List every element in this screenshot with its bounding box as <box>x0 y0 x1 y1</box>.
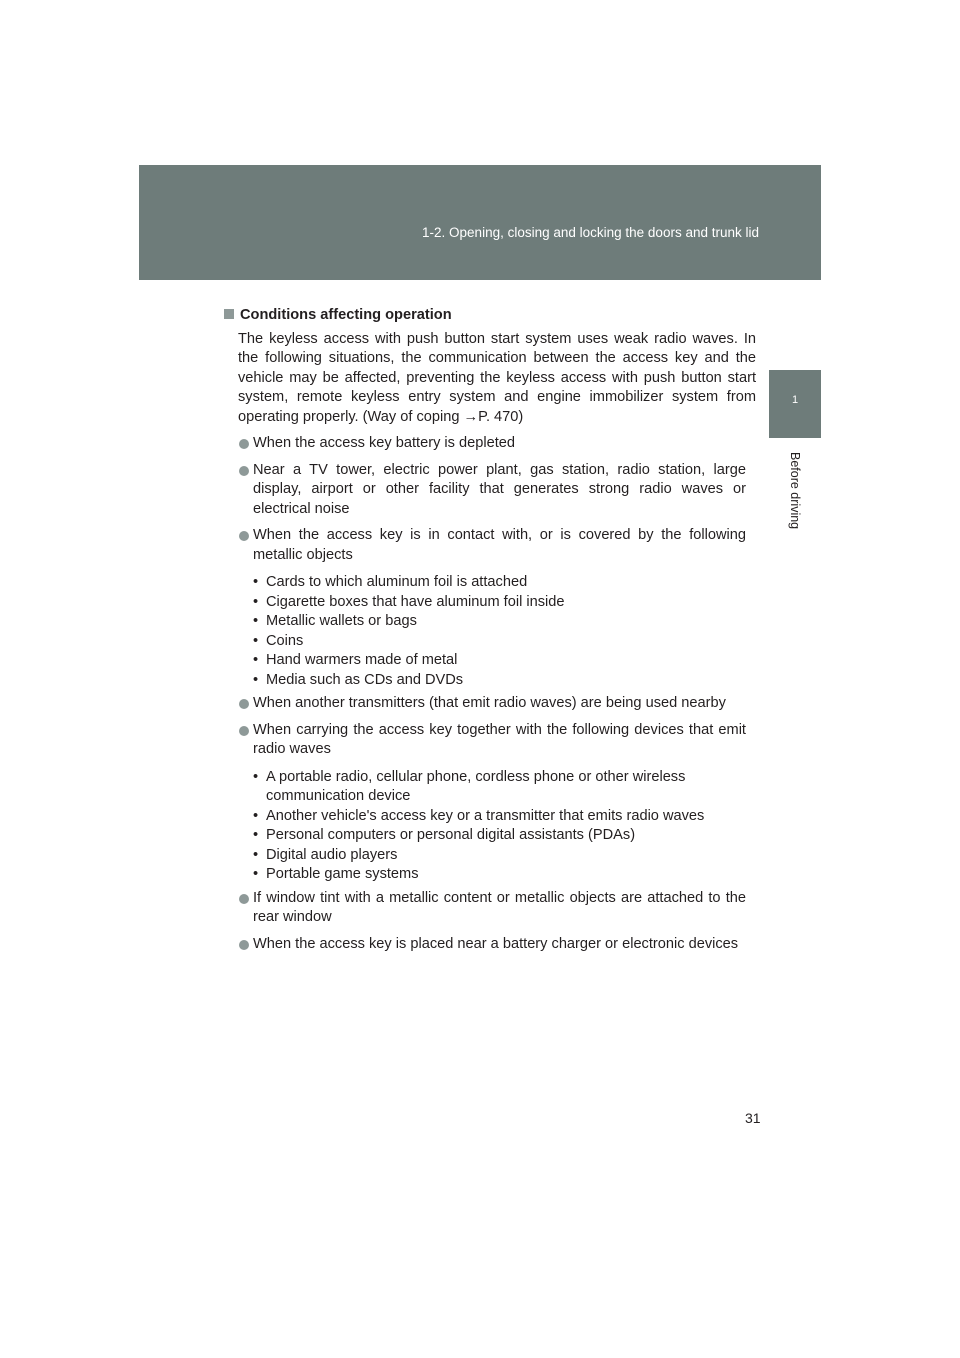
intro-paragraph: The keyless access with push button start system uses weak radio waves. In the following situations, the communication between the access key and the vehicle may be affected, preventing the keyless access with push button start system, remote keyless entry system and engine immobilizer system from operating properly. (Way of coping →P. 470) <box>238 330 756 425</box>
square-bullet-icon <box>224 309 234 319</box>
condition-item <box>224 434 756 454</box>
main-content <box>224 306 756 961</box>
condition-item <box>224 889 756 928</box>
round-bullet-icon <box>239 894 249 904</box>
condition-text: When carrying the access key together with the following devices that emit radio waves <box>253 721 746 757</box>
list-item: • Cards to which aluminum foil is attached <box>253 574 528 590</box>
section-heading <box>224 306 756 326</box>
condition-item <box>224 526 756 690</box>
condition-text: When the access key is in contact with, or is covered by the following metallic objects <box>253 527 746 563</box>
chapter-label-container <box>771 452 819 542</box>
condition-item <box>224 721 756 885</box>
condition-text: Near a TV tower, electric power plant, gas station, radio station, large display, airport or other facility that generates strong radio waves or electrical noise <box>253 461 746 517</box>
radio-devices-list <box>253 768 746 885</box>
list-item: • Cigarette boxes that have aluminum foil inside <box>253 593 565 610</box>
chapter-label: Before driving <box>788 452 802 530</box>
round-bullet-icon <box>239 466 249 476</box>
chapter-tab <box>769 370 821 438</box>
list-item: • Personal computers or personal digital assistants (PDAs) <box>253 827 636 843</box>
chapter-number: 1 <box>791 394 799 406</box>
list-item: • Digital audio players <box>253 846 398 863</box>
condition-text: When another transmitters (that emit radio waves) are being used nearby <box>253 695 726 711</box>
condition-item <box>224 461 756 520</box>
heading-text: Conditions affecting operation <box>240 307 452 323</box>
condition-text: If window tint with a metallic content or metallic objects are attached to the rear window <box>253 889 746 925</box>
condition-text: When the access key is placed near a battery charger or electronic devices <box>253 935 739 952</box>
section-title: 1-2. Opening, closing and locking the doors and trunk lid <box>422 225 759 240</box>
condition-text: When the access key battery is depleted <box>253 435 516 451</box>
round-bullet-icon <box>239 940 249 950</box>
list-item: • A portable radio, cellular phone, cordless phone or other wireless communication device <box>253 768 686 804</box>
metallic-objects-list <box>253 573 746 690</box>
list-item: • Media such as CDs and DVDs <box>253 671 464 688</box>
round-bullet-icon <box>239 439 249 449</box>
condition-item <box>224 694 756 714</box>
list-item: • Portable game systems <box>253 866 419 882</box>
list-item: • Another vehicle's access key or a transmitter that emits radio waves <box>253 807 705 824</box>
header-band <box>139 165 821 280</box>
condition-item <box>224 935 756 955</box>
list-item: • Hand warmers made of metal <box>253 652 458 668</box>
round-bullet-icon <box>239 531 249 541</box>
round-bullet-icon <box>239 726 249 736</box>
round-bullet-icon <box>239 699 249 709</box>
page-number: 31 <box>745 1110 761 1126</box>
list-item: • Metallic wallets or bags <box>253 613 417 629</box>
list-item: • Coins <box>253 632 304 649</box>
